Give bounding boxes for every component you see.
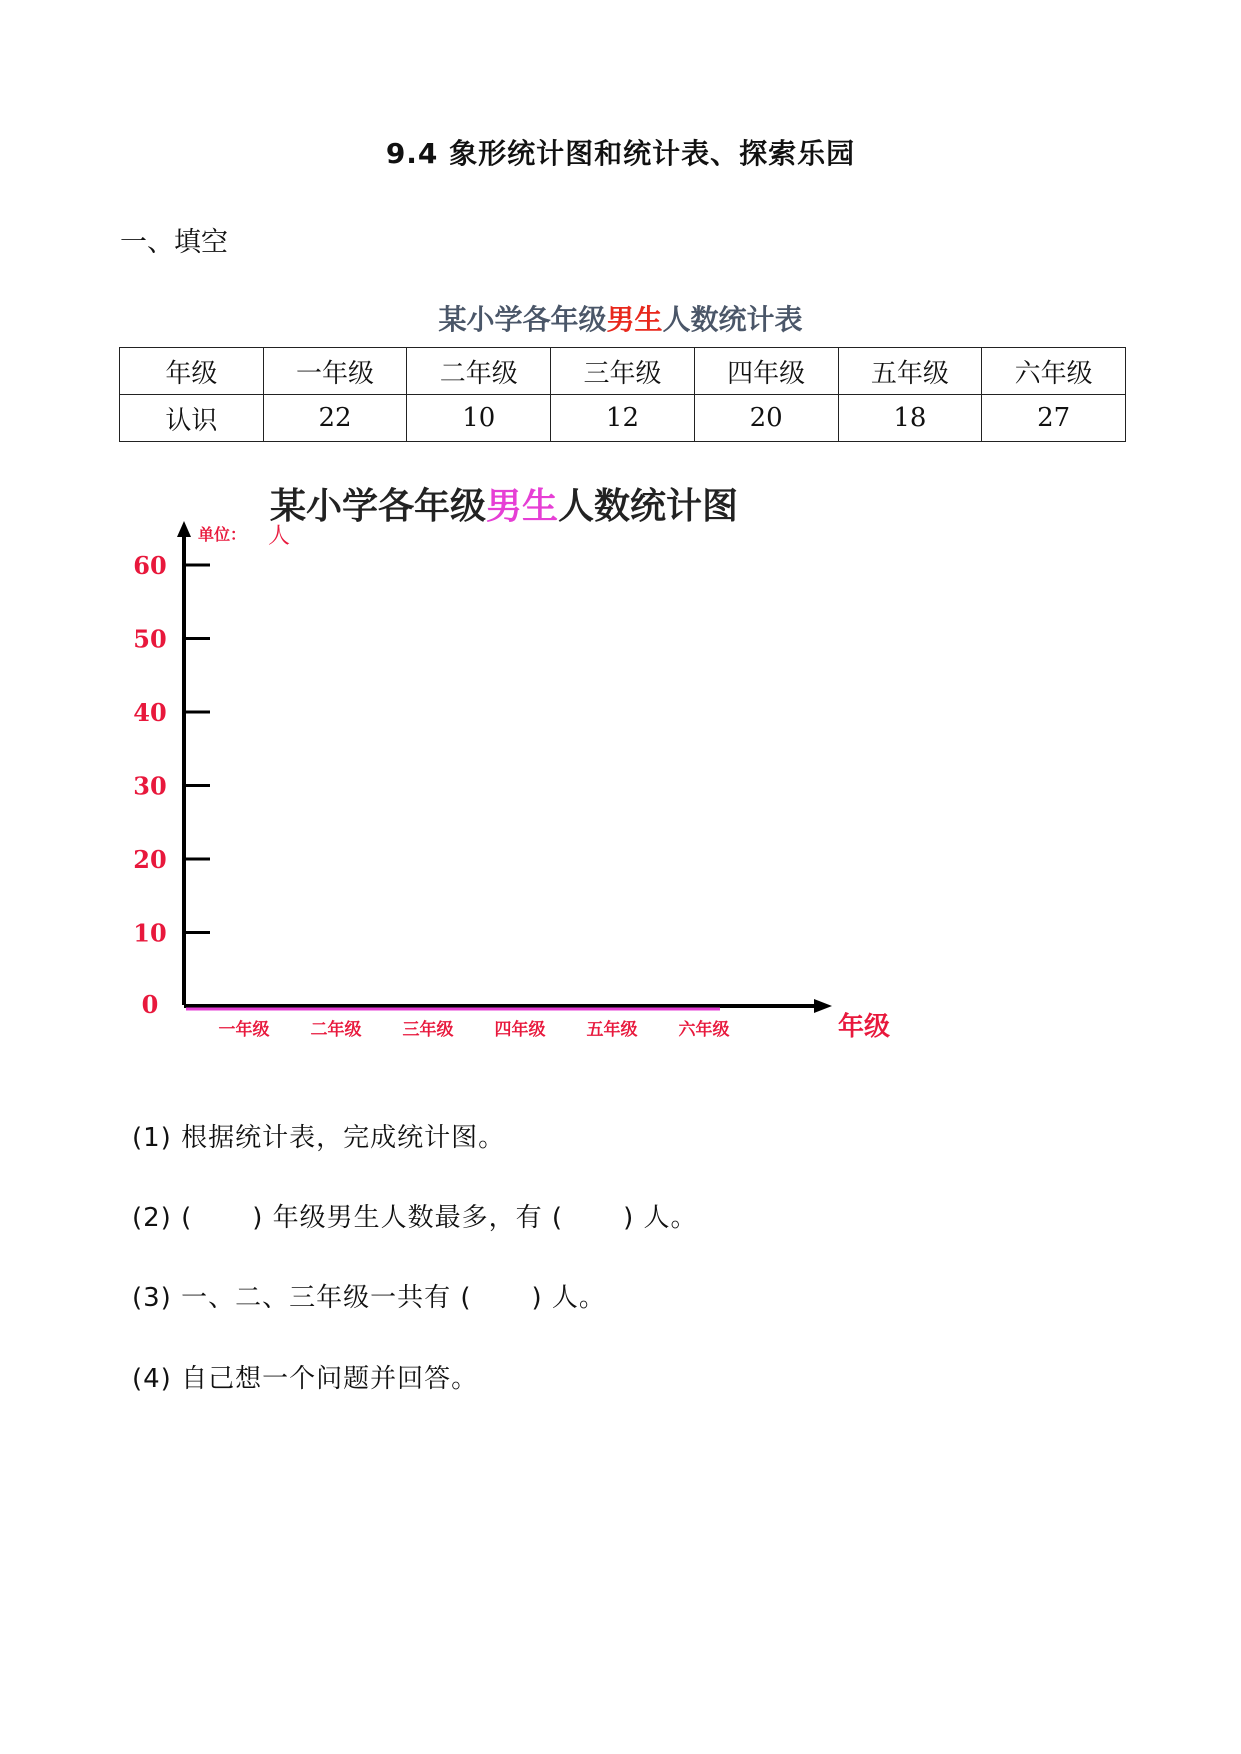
x-axis-arrow-icon bbox=[814, 999, 832, 1013]
x-tick-label: 一年级 bbox=[218, 1020, 270, 1040]
y-tick-label: 50 bbox=[133, 624, 167, 654]
bar-chart bbox=[110, 515, 910, 1055]
table-header-cell: 五年级 bbox=[838, 348, 982, 395]
x-tick-label: 六年级 bbox=[678, 1020, 730, 1040]
table-header-cell: 三年级 bbox=[551, 348, 695, 395]
question-4: (4) 自己想一个问题并回答。 bbox=[132, 1364, 479, 1394]
question-2-part2: ) 年级男生人数最多，有 ( bbox=[252, 1203, 564, 1233]
y-tick-label: 30 bbox=[133, 771, 167, 801]
table-row-label: 认识 bbox=[120, 395, 264, 442]
question-3 bbox=[132, 1277, 606, 1314]
y-ticks bbox=[133, 551, 210, 1019]
unit-value: 人 bbox=[268, 524, 291, 549]
chart-title-highlight: 男生 bbox=[486, 486, 559, 527]
question-2-part3: ) 人。 bbox=[623, 1203, 698, 1233]
x-tick-label: 五年级 bbox=[586, 1020, 638, 1040]
chart-title-part2: 人数统计图 bbox=[558, 486, 739, 527]
question-2 bbox=[132, 1197, 698, 1234]
question-3-part2: ) 人。 bbox=[531, 1283, 606, 1313]
table-header-row bbox=[120, 348, 1126, 395]
table-cell: 20 bbox=[694, 395, 838, 442]
table-cell: 10 bbox=[407, 395, 551, 442]
page-title: 9.4 象形统计图和统计表、探索乐园 bbox=[385, 137, 856, 170]
y-tick-label: 10 bbox=[133, 918, 167, 948]
table-header-cell: 年级 bbox=[120, 348, 264, 395]
table-title-highlight: 男生 bbox=[606, 303, 663, 336]
x-tick-label: 二年级 bbox=[310, 1020, 362, 1040]
table-cell: 12 bbox=[551, 395, 695, 442]
table-header-cell: 二年级 bbox=[407, 348, 551, 395]
x-tick-label: 三年级 bbox=[402, 1020, 454, 1040]
question-2-part1: (2) ( bbox=[132, 1203, 193, 1233]
table-header-cell: 一年级 bbox=[263, 348, 407, 395]
y-tick-label: 20 bbox=[133, 845, 167, 874]
table-title-part2: 人数统计表 bbox=[662, 303, 803, 336]
table-title bbox=[0, 298, 1241, 338]
question-3-part1: (3) 一、二、三年级一共有 ( bbox=[132, 1283, 472, 1313]
y-tick-label: 60 bbox=[133, 551, 167, 580]
x-categories bbox=[219, 1019, 730, 1040]
unit-label: 单位： bbox=[198, 525, 247, 544]
table-header-cell: 四年级 bbox=[694, 348, 838, 395]
x-tick-label: 四年级 bbox=[494, 1020, 546, 1040]
table-cell: 27 bbox=[982, 395, 1126, 442]
y-tick-label: 0 bbox=[141, 990, 159, 1019]
y-tick-label: 40 bbox=[133, 698, 167, 727]
y-axis-arrow-icon bbox=[177, 521, 191, 537]
table-cell: 18 bbox=[838, 395, 982, 442]
section-heading: 一、填空 bbox=[120, 227, 228, 258]
stats-table bbox=[119, 347, 1126, 442]
table-title-part1: 某小学各年级 bbox=[438, 303, 607, 336]
x-axis-label: 年级 bbox=[838, 1012, 891, 1042]
table-cell: 22 bbox=[263, 395, 407, 442]
question-1: (1) 根据统计表，完成统计图。 bbox=[132, 1123, 506, 1153]
table-header-cell: 六年级 bbox=[982, 348, 1126, 395]
table-row bbox=[120, 395, 1126, 442]
chart-title-part1: 某小学各年级 bbox=[270, 486, 487, 527]
